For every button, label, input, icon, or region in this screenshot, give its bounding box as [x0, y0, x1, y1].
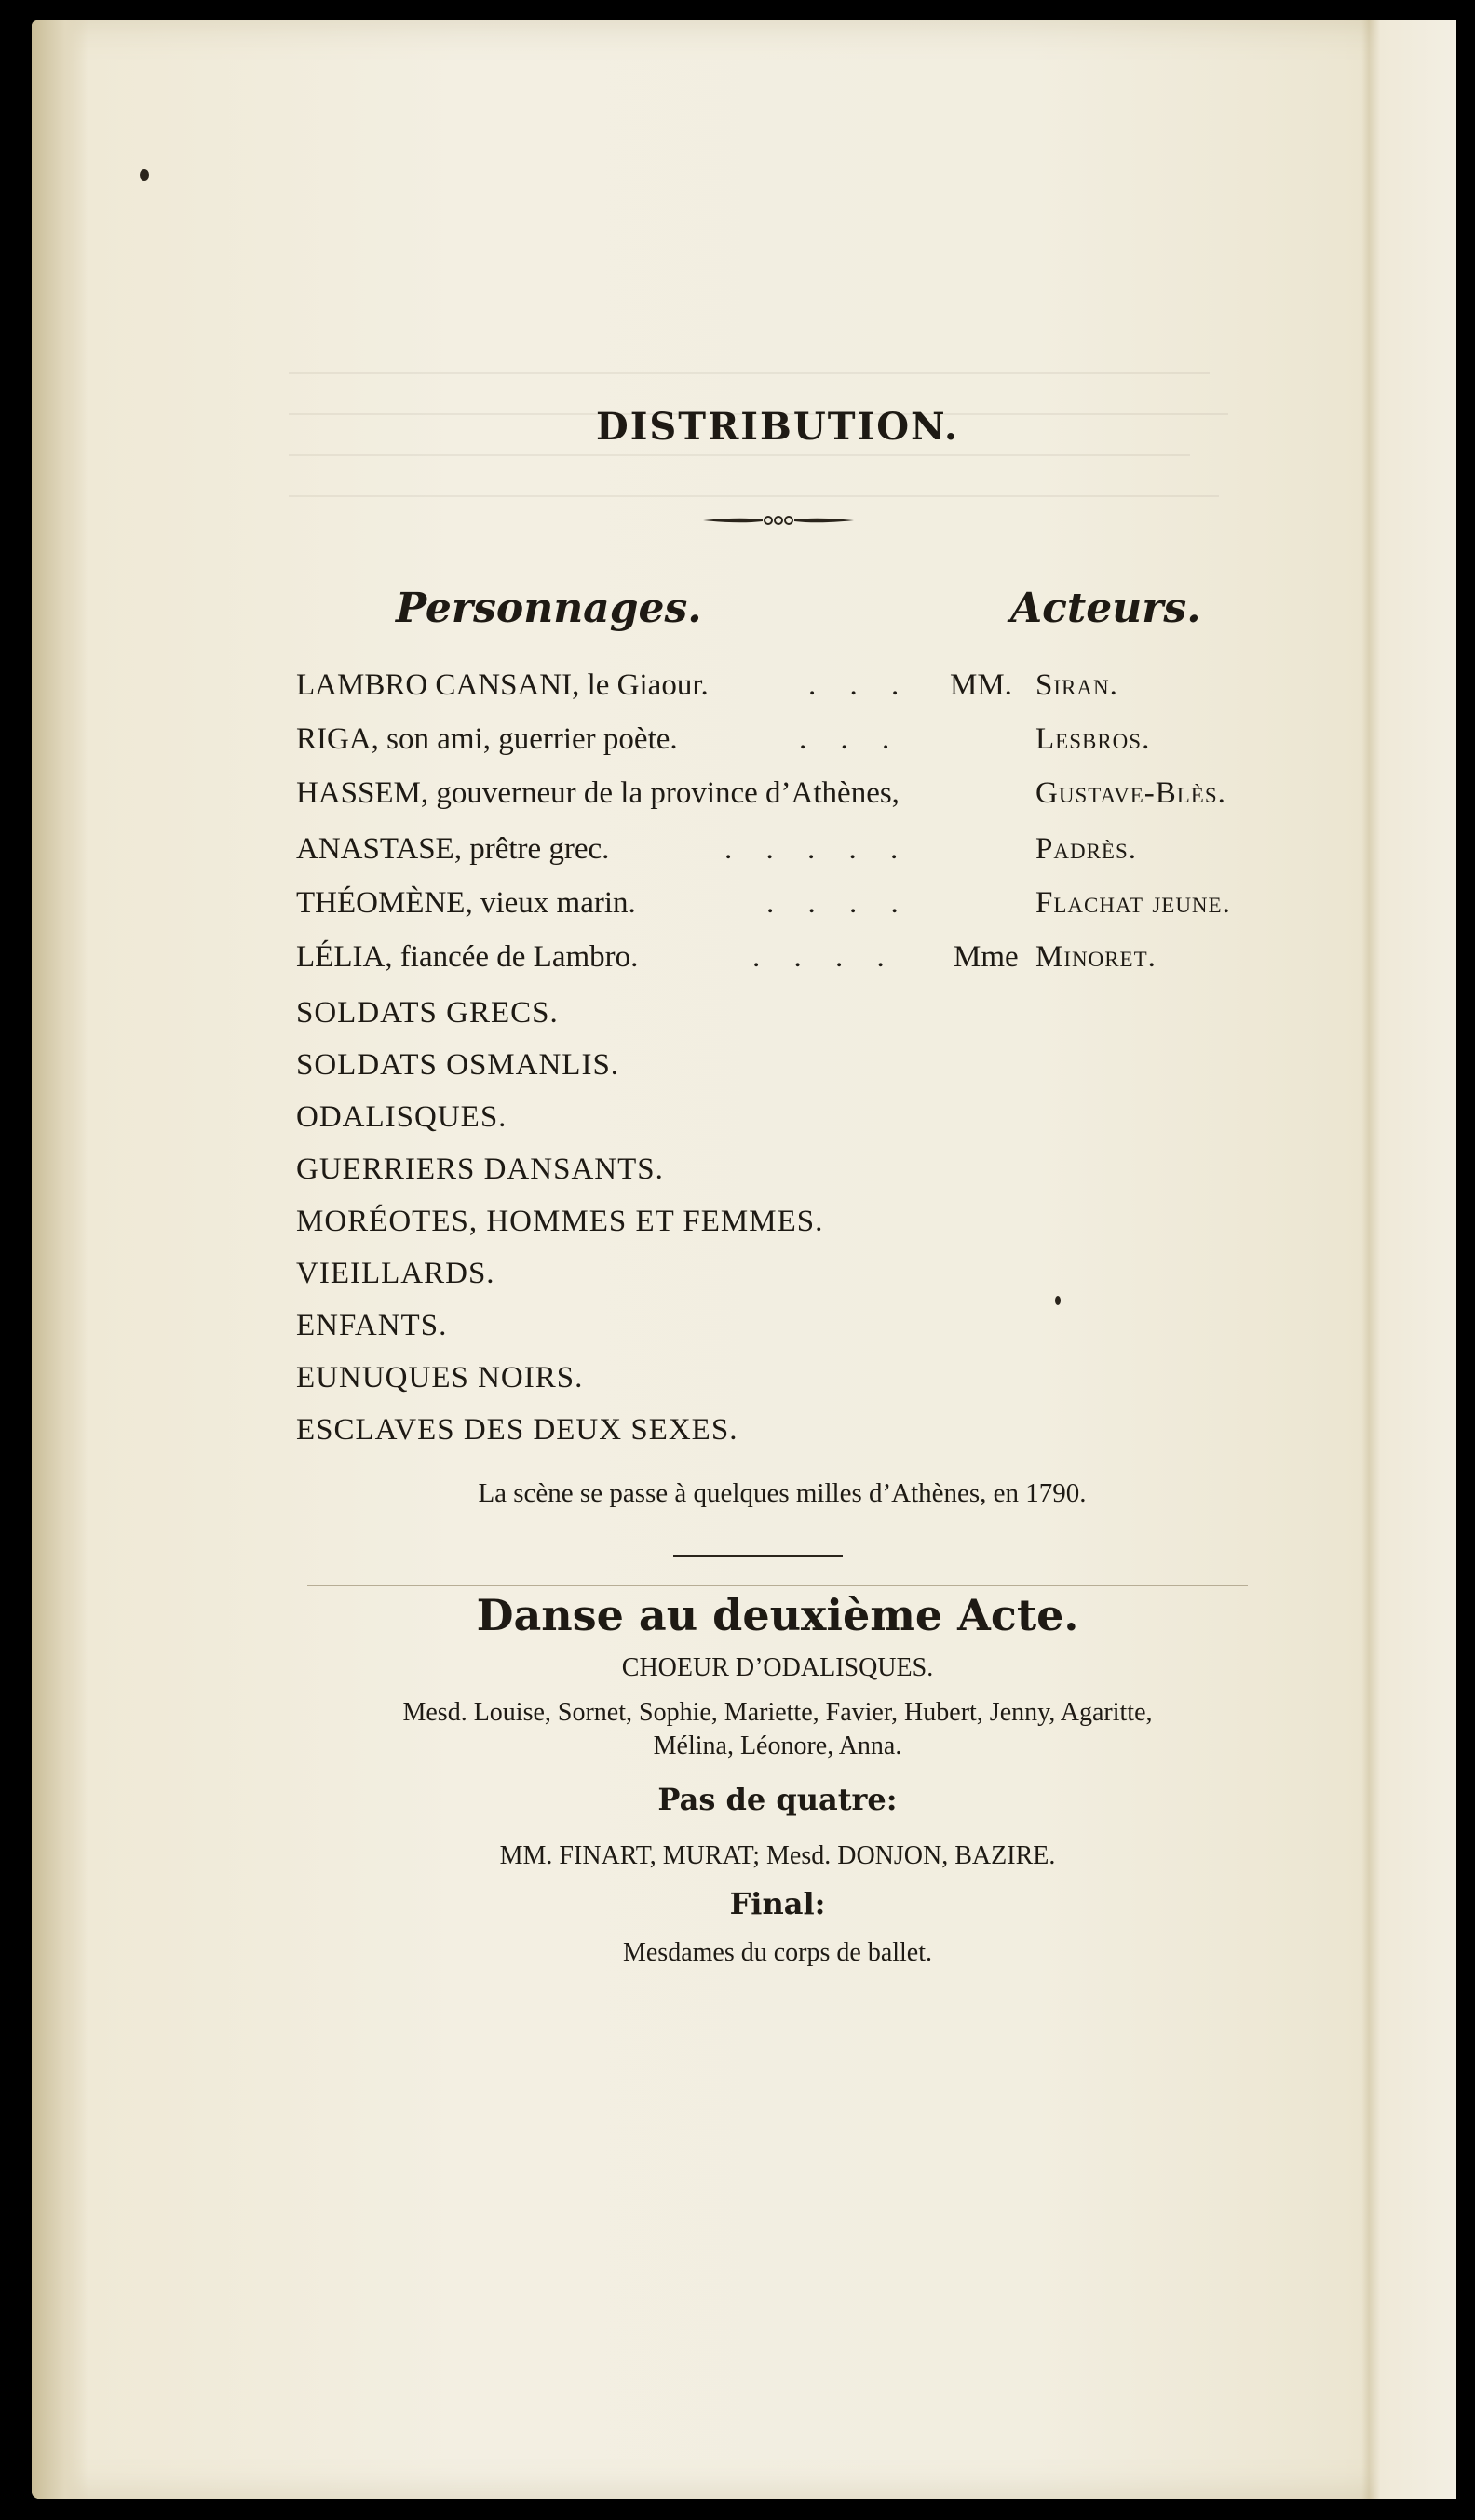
- leader-dots: . . .: [799, 722, 903, 756]
- page-title: DISTRIBUTION.: [596, 405, 959, 449]
- leader-dots: . . .: [808, 668, 913, 702]
- role-name: LAMBRO CANSANI, le Giaour.: [296, 668, 709, 702]
- actor-name: Minoret.: [1035, 940, 1157, 974]
- pas-de-quatre-cast: MM. FINART, MURAT; Mesd. DONJON, BAZIRE.: [499, 1841, 1056, 1870]
- role-name: RIGA, son ami, guerrier poète.: [296, 722, 678, 756]
- role-name: ANASTASE, prêtre grec.: [296, 832, 610, 866]
- chorus-heading: CHOEUR D’ODALISQUES.: [621, 1653, 934, 1682]
- actor-prefix: Mme: [954, 940, 1019, 974]
- cast-row: [296, 776, 1274, 823]
- cast-row: [296, 832, 1274, 879]
- ensemble-line: EUNUQUES NOIRS.: [296, 1361, 584, 1395]
- roles-column-header: Personnages.: [396, 585, 702, 632]
- dancers-line: Mélina, Léonore, Anna.: [653, 1732, 902, 1760]
- actor-name: Lesbros.: [1035, 722, 1151, 756]
- dancers-list: [307, 1696, 1248, 1763]
- role-name: HASSEM, gouverneur de la province d’Athènes,: [296, 776, 900, 810]
- ensemble-line: ENFANTS.: [296, 1309, 448, 1342]
- ensemble-line: SOLDATS OSMANLIS.: [296, 1048, 620, 1082]
- actor-name: Gustave-Blès.: [1035, 776, 1226, 810]
- actors-column-header: Acteurs.: [1010, 585, 1201, 632]
- leader-dots: . . . .: [752, 940, 898, 974]
- ink-speck: [1055, 1296, 1061, 1305]
- cast-row: [296, 722, 1274, 769]
- actor-name: Flachat jeune.: [1035, 886, 1231, 920]
- final-cast: Mesdames du corps de ballet.: [622, 1938, 933, 1967]
- ensemble-line: GUERRIERS DANSANTS.: [296, 1152, 664, 1186]
- pas-de-quatre-heading: Pas de quatre:: [657, 1782, 898, 1817]
- cast-row: [296, 886, 1274, 933]
- ink-speck: [140, 169, 149, 181]
- ensemble-line: MORÉOTES, HOMMES ET FEMMES.: [296, 1205, 824, 1238]
- cast-row: [296, 668, 1274, 715]
- ornament-divider: [701, 514, 856, 527]
- cast-row: [296, 940, 1274, 987]
- role-name: THÉOMÈNE, vieux marin.: [296, 886, 636, 920]
- ensemble-line: SOLDATS GRECS.: [296, 996, 559, 1030]
- scene-note: La scène se passe à quelques milles d’Athènes, en 1790.: [478, 1478, 1087, 1508]
- section-divider: [673, 1555, 843, 1557]
- role-name: LÉLIA, fiancée de Lambro.: [296, 940, 639, 974]
- dancers-line: Mesd. Louise, Sornet, Sophie, Mariette, Favier, Hubert, Jenny, Agaritte,: [402, 1698, 1153, 1727]
- actor-name: Siran.: [1035, 668, 1118, 702]
- dance-section-title: Danse au deuxième Acte.: [476, 1590, 1079, 1640]
- final-heading: Final:: [729, 1886, 826, 1921]
- leader-dots: . . . .: [766, 886, 912, 920]
- actor-prefix: MM.: [950, 668, 1012, 702]
- thin-divider: [307, 1585, 1248, 1586]
- ensemble-line: ODALISQUES.: [296, 1100, 507, 1134]
- ensemble-line: ESCLAVES DES DEUX SEXES.: [296, 1413, 738, 1447]
- leader-dots: . . . . .: [724, 832, 912, 866]
- ensemble-line: VIEILLARDS.: [296, 1257, 495, 1290]
- actor-name: Padrès.: [1035, 832, 1138, 866]
